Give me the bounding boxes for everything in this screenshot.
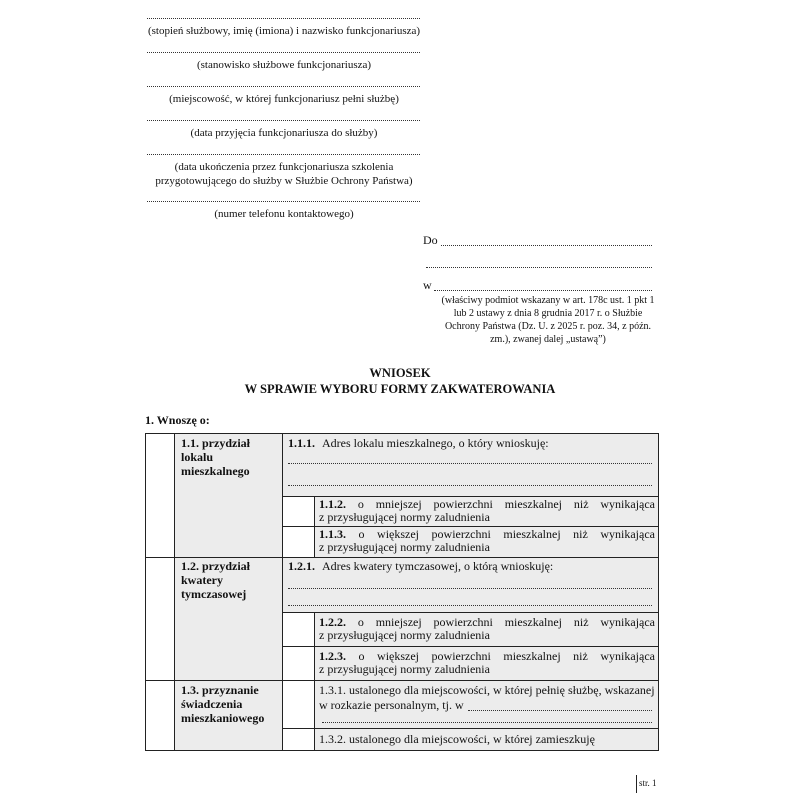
opt-1-3-1-text-2: w rozkazie personalnym, tj. w [319,698,464,712]
group-1-title-1: 1.1. przydział [181,436,250,450]
opt-1-1-2-line2: z przysługującej normy zaludnienia [319,510,490,524]
grid-h-group-2-3 [145,680,659,681]
grid-v-1 [174,433,175,751]
field-line-rank-name[interactable] [147,18,420,19]
caption-training-date-1: (data ukończenia przez funkcjonariusza szkolenia [174,161,394,173]
page-number: str. 1 [639,778,657,788]
opt-1-2-2-number: 1.2.2. [319,615,346,629]
group-2-title-1: 1.2. przydział [181,559,250,573]
grid-h-3-opt [282,728,659,729]
group-3-title-1: 1.3. przyznanie [181,683,259,697]
recipient-note-2: lub 2 ustawy z dnia 8 grudnia 2017 r. o Służbie [453,308,643,319]
opt-1-2-2-line2: z przysługującej normy zaludnienia [319,628,490,642]
recipient-w-label: w [423,278,432,292]
opt-1-2-2-line1: o mniejszej powierzchni mieszkalnej niż wynikająca [357,615,656,629]
grid-v-2 [282,433,283,751]
opt-1-2-3-line2: z przysługującej normy zaludnienia [319,662,490,676]
opt-1-1-2-line1: o mniejszej powierzchni mieszkalnej niż wynikająca [357,497,656,511]
field-line-position[interactable] [147,52,420,53]
opt-1-2-3-line1: o większej powierzchni mieszkalnej niż wynikająca [358,649,655,663]
document-title: WNIOSEK [369,366,431,380]
recipient-do-label: Do [423,233,438,247]
recipient-note-4: zm.), zwanej dalej „ustawą”) [490,334,606,345]
section-1-label: 1. Wnoszę o: [145,413,210,427]
opt-1-1-3-line1: o większej powierzchni mieszkalnej niż wynikająca [358,527,655,541]
opt-1-1-1-text: Adres lokalu mieszkalnego, o który wnioskuję: [322,436,549,450]
opt-1-1-1-number: 1.1.1. [288,436,315,450]
grid-h-2-sub [282,646,659,647]
grid-h-group-1-2 [145,557,659,558]
opt-1-1-3-line2: z przysługującej normy zaludnienia [319,540,490,554]
opt-1-3-2-text: 1.3.2. ustalonego dla miejscowości, w której zamieszkuję [319,732,595,746]
caption-admission-date: (data przyjęcia funkcjonariusza do służby) [190,127,378,139]
opt-1-1-3-number: 1.1.3. [319,527,346,541]
caption-phone: (numer telefonu kontaktowego) [214,208,354,220]
address-line-1-1[interactable] [288,463,652,464]
recipient-note-3: Ochrony Państwa (Dz. U. z 2025 r. poz. 34, z późn. [444,321,652,332]
recipient-do-line[interactable] [441,245,652,246]
grid-h-2-main [282,612,659,613]
caption-rank-name: (stopień służbowy, imię (imiona) i nazwisko funkcjonariusza) [147,25,421,37]
group-1-title-3: mieszkalnego [181,464,250,478]
field-line-admission-date[interactable] [147,120,420,121]
caption-training-date-2: przygotowującego do służby w Służbie Ochrony Państwa) [155,175,413,187]
page-number-marker [636,775,637,793]
recipient-note-1: (właściwy podmiot wskazany w art. 178c ust. 1 pkt 1 [441,295,655,306]
address-line-2-2[interactable] [288,605,652,606]
opt-1-2-3-number: 1.2.3. [319,649,346,663]
group-3-title-2: świadczenia [181,697,243,711]
group-1-title-2: lokalu [181,450,214,464]
caption-position: (stanowisko służbowe funkcjonariusza) [196,59,372,71]
opt-1-2-1-number: 1.2.1. [288,559,315,573]
opt-1-2-1-text: Adres kwatery tymczasowej, o którą wnioskuję: [322,559,554,573]
opt-1-1-2-number: 1.1.2. [319,497,346,511]
caption-duty-location: (miejscowość, w której funkcjonariusz pełni służbę) [169,93,399,105]
recipient-line-2[interactable] [426,267,652,268]
address-line-2-1[interactable] [288,588,652,589]
document-subtitle: W SPRAWIE WYBORU FORMY ZAKWATEROWANIA [244,382,556,396]
group-2-title-3: tymczasowej [181,587,247,601]
field-line-phone[interactable] [147,201,420,202]
duty-location-line-2[interactable] [322,722,652,723]
grid-v-3c [314,680,315,751]
group-2-title-2: kwatery [181,573,223,587]
opt-1-3-1-text: 1.3.1. ustalonego dla miejscowości, w której pełnię służbę, wskazanej [319,683,655,697]
group-3-title-3: mieszkaniowego [181,711,265,725]
address-line-1-2[interactable] [288,485,652,486]
recipient-w-line[interactable] [434,290,652,291]
duty-location-line-1[interactable] [468,710,652,711]
field-line-training-date[interactable] [147,154,420,155]
field-line-duty-location[interactable] [147,86,420,87]
